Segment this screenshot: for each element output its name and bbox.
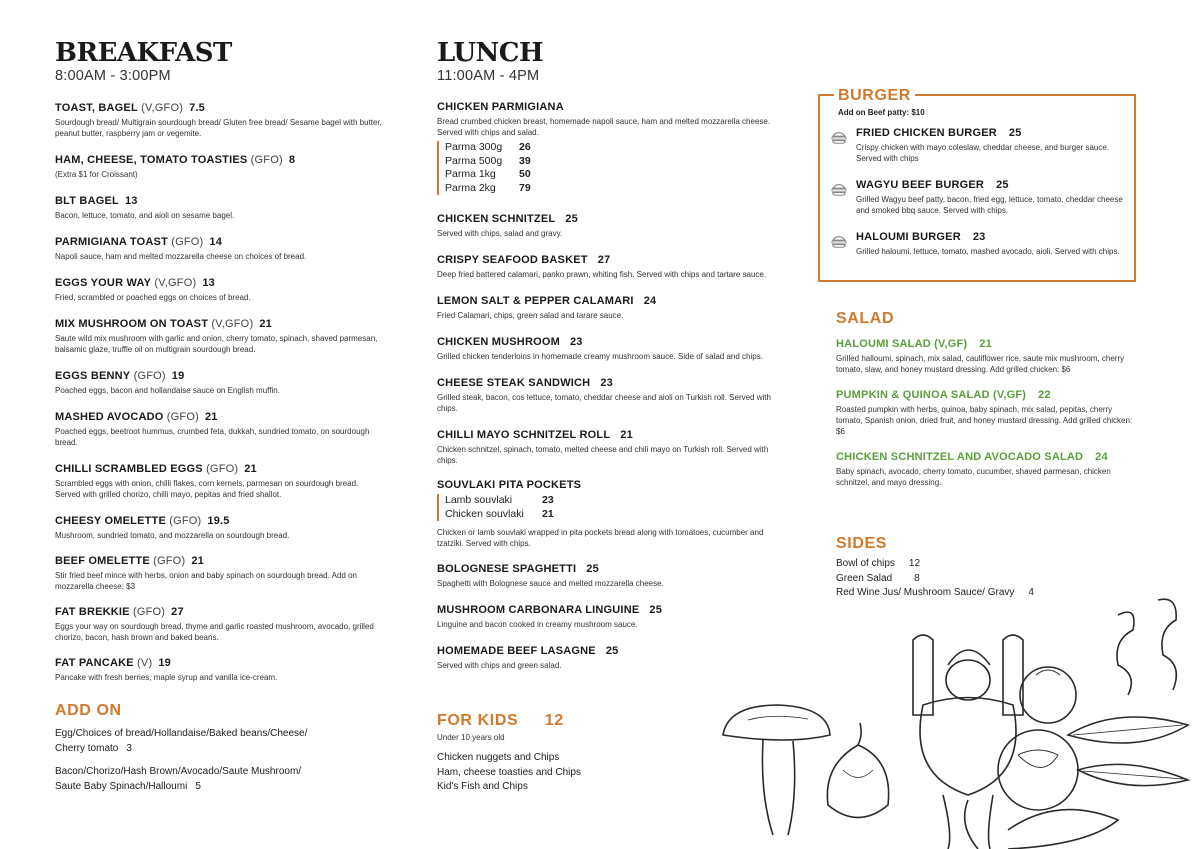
item-name: FRIED CHICKEN BURGER <box>856 127 997 139</box>
item-price: 24 <box>1095 451 1108 463</box>
sides-items <box>836 557 1136 601</box>
size-name: Parma 1kg <box>445 168 496 180</box>
size-price: 26 <box>519 141 531 153</box>
item-price: 21 <box>204 411 218 423</box>
item-price: 19.5 <box>207 515 230 527</box>
item-desc: Grilled chicken tenderloins in homemade creamy mushroom sauce. Side of salad and chips. <box>437 352 763 361</box>
item-tags: (GFO) <box>202 463 239 475</box>
item-name: FAT PANCAKE <box>55 657 134 669</box>
item-price: 7.5 <box>189 102 205 114</box>
item-desc: Crispy chicken with mayo coleslaw, cheddar cheese, and burger sauce. Served with chips <box>856 143 1110 163</box>
item-desc: (Extra $1 for Croissant) <box>55 170 138 179</box>
burger-icon <box>830 233 848 249</box>
menu-item <box>55 554 385 592</box>
item-desc: Fried, scrambled or poached eggs on choices of bread. <box>55 293 251 302</box>
addon-price: 3 <box>126 742 132 754</box>
item-name: CRISPY SEAFOOD BASKET <box>437 254 588 266</box>
item-title <box>55 235 385 249</box>
item-title <box>55 194 385 208</box>
burger-icon <box>830 129 848 145</box>
item-title <box>836 388 1136 402</box>
item-title <box>836 337 1136 351</box>
size-price: 39 <box>519 154 531 167</box>
menu-item <box>437 428 777 466</box>
item-desc: Poached eggs, bacon and hollandaise sauce on English muffin. <box>55 386 280 395</box>
item-desc: Sourdough bread/ Multigrain sourdough bread/ Gluten free bread/ Sesame bagel with butter, peanut butter, raspberry jam or vegemite. <box>55 118 382 138</box>
item-name: BLT BAGEL <box>55 195 119 207</box>
addon-group <box>55 765 385 794</box>
item-name: BOLOGNESE SPAGHETTI <box>437 563 577 575</box>
addon-line-text: Saute Baby Spinach/Halloumi <box>55 780 188 792</box>
item-price: 27 <box>597 254 611 266</box>
menu-item <box>55 101 385 139</box>
size-name: Parma 2kg <box>445 181 496 194</box>
item-desc: Chicken schnitzel, spinach, tomato, melted cheese and chili mayo on Turkish roll. Served with chips. <box>437 445 769 465</box>
item-price: 25 <box>1008 127 1022 139</box>
item-name: MASHED AVOCADO <box>55 411 164 423</box>
item-name: CHEESE STEAK SANDWICH <box>437 377 591 389</box>
item-name: PUMPKIN & QUINOA SALAD (V,GF) <box>836 389 1027 401</box>
item-tags: (GFO) <box>165 515 202 527</box>
parma-size-row <box>445 168 777 182</box>
item-price: 25 <box>996 179 1009 191</box>
salad-section <box>836 310 1136 488</box>
lunch-section <box>437 38 777 671</box>
burger-text <box>856 178 1132 216</box>
side-price: 8 <box>914 572 920 584</box>
item-title <box>55 317 385 331</box>
side-price: 4 <box>1028 587 1034 598</box>
salad-title: SALAD <box>836 310 895 327</box>
addon-title: ADD ON <box>55 702 122 719</box>
option-name: Chicken souvlaki <box>445 507 524 520</box>
item-tags: (GFO) <box>247 154 283 166</box>
item-price: 21 <box>620 429 633 441</box>
menu-item-haloumi-burger <box>836 230 1132 257</box>
menu-item <box>437 335 777 362</box>
addon-line-text: Cherry tomato <box>55 742 119 754</box>
menu-item <box>55 410 385 448</box>
item-title <box>437 335 777 349</box>
item-price: 13 <box>202 277 215 289</box>
item-title <box>55 410 385 424</box>
item-desc: Saute wild mix mushroom with garlic and onion, cherry tomato, spinach, shaved parmesan, balsamic glaze, truffle oil on multigrain sourdough bread. <box>55 334 378 354</box>
item-title <box>856 178 1132 192</box>
kids-header <box>437 712 737 730</box>
menu-item <box>836 337 1136 375</box>
item-name: CHILLI MAYO SCHNITZEL ROLL <box>437 429 611 441</box>
kids-note: Under 10 years old <box>437 733 505 742</box>
item-desc: Roasted pumpkin with herbs, quinoa, baby spinach, mix salad, pepitas, cherry tomato, Spanish onion, dried fruit, and honey mustard dressing. Add grilled chicken: $6 <box>836 405 1133 436</box>
item-price: 21 <box>244 463 257 475</box>
item-name: TOAST, BAGEL <box>55 102 138 114</box>
item-title <box>437 428 777 442</box>
item-title <box>437 212 777 226</box>
item-title: CHICKEN PARMIGIANA <box>437 101 564 113</box>
item-desc: Chicken or lamb souvlaki wrapped in pita pockets bread along with tomatoes, cucumber and tzatziki. Served with chips. <box>437 528 764 548</box>
item-title <box>55 101 385 115</box>
item-desc: Grilled Wagyu beef patty, bacon, fried egg, lettuce, tomato, cheddar cheese and smoked bbq sauce. Served with chips. <box>856 195 1123 215</box>
item-name: MIX MUSHROOM ON TOAST <box>55 318 209 330</box>
item-name: EGGS YOUR WAY <box>55 277 152 289</box>
lunch-hours: 11:00AM - 4PM <box>437 68 540 84</box>
burger-icon <box>830 181 848 197</box>
item-name: WAGYU BEEF BURGER <box>856 179 985 191</box>
kids-items <box>437 751 737 795</box>
kids-item: Chicken nuggets and Chips <box>437 752 560 763</box>
item-desc: Mushroom, sundried tomato, and mozzarella on sourdough bread. <box>55 531 290 540</box>
item-title <box>437 294 777 308</box>
menu-item <box>437 294 777 321</box>
item-title: SOUVLAKI PITA POCKETS <box>437 479 582 491</box>
salad-items <box>836 337 1136 488</box>
item-desc: Poached eggs, beetroot hummus, crumbed feta, dukkah, sundried tomato, on sourdough bread. <box>55 427 370 447</box>
item-desc: Deep fried battered calamari, panko prawn, whiting fish. Served with chips and tartare sauce. <box>437 270 767 279</box>
item-name: LEMON SALT & PEPPER CALAMARI <box>437 295 634 307</box>
item-price: 27 <box>171 606 184 618</box>
souvlaki-option-list <box>437 494 777 521</box>
size-price: 79 <box>519 181 531 194</box>
menu-item <box>55 235 385 262</box>
item-price: 25 <box>586 563 599 575</box>
menu-item <box>55 656 385 683</box>
addon-line: Bacon/Chorizo/Hash Brown/Avocado/Saute Mushroom/ <box>55 766 302 777</box>
item-tags: (GFO) <box>163 411 199 423</box>
menu-item-fried-chicken-burger <box>836 126 1132 164</box>
item-name: HALOUMI BURGER <box>856 231 961 243</box>
item-name: CHICKEN SCHNITZEL AND AVOCADO SALAD <box>836 451 1084 463</box>
item-name: BEEF OMELETTE <box>55 555 150 567</box>
item-desc: Grilled halloumi, spinach, mix salad, cauliflower rice, saute mix mushroom, cherry tomato, slaw, and honey mustard dressing. Add grilled chicken: $6 <box>836 354 1125 374</box>
item-tags: (GFO) <box>149 555 186 567</box>
item-desc: Scrambled eggs with onion, chilli flakes, corn kernels, parmesan on sourdough bread. Served with grilled chorizo, chilli mayo, pepitas and fried shallot. <box>55 479 359 499</box>
item-price: 19 <box>171 370 185 382</box>
item-price: 25 <box>649 604 663 616</box>
item-name: EGGS BENNY <box>55 370 131 382</box>
lunch-title: LUNCH <box>437 38 544 68</box>
souvlaki-option-row <box>445 494 777 508</box>
burger-title: BURGER <box>834 87 915 105</box>
menu-item <box>836 388 1136 437</box>
item-title <box>55 369 385 383</box>
kids-price: 12 <box>544 712 564 729</box>
item-desc: Served with chips, salad and gravy. <box>437 229 563 238</box>
item-title <box>55 605 385 619</box>
size-name: Parma 500g <box>445 154 503 167</box>
item-name: CHILLI SCRAMBLED EGGS <box>55 463 203 475</box>
menu-item <box>55 605 385 643</box>
item-price: 23 <box>972 231 986 243</box>
item-price: 21 <box>259 318 272 330</box>
sides-section <box>836 535 1136 601</box>
menu-item <box>55 317 385 355</box>
item-desc: Grilled haloumi, lettuce, tomato, mashed avocado, aioli. Served with chips. <box>856 247 1120 256</box>
menu-item <box>55 276 385 303</box>
item-price: 25 <box>565 213 578 225</box>
item-name: CHICKEN MUSHROOM <box>437 336 560 348</box>
item-title <box>437 562 777 576</box>
addon-line <box>55 780 385 795</box>
menu-item <box>437 253 777 280</box>
menu-item <box>437 562 777 589</box>
side-name: Green Salad <box>836 572 893 584</box>
kids-section <box>437 712 737 795</box>
item-price: 14 <box>209 236 223 248</box>
item-tags: (V) <box>133 657 153 669</box>
menu-item <box>55 153 385 180</box>
menu-item <box>437 212 777 239</box>
food-sketch-illustration <box>718 595 1198 849</box>
burger-addon: Add on Beef patty: $10 <box>838 108 925 117</box>
item-name: FAT BREKKIE <box>55 606 130 618</box>
item-name: PARMIGIANA TOAST <box>55 236 168 248</box>
item-name: MUSHROOM CARBONARA LINGUINE <box>437 604 640 616</box>
item-tags: (GFO) <box>130 370 166 382</box>
item-desc: Linguine and bacon cooked in creamy mushroom sauce. <box>437 620 638 629</box>
item-title <box>55 276 385 290</box>
option-price: 21 <box>542 507 554 520</box>
item-title <box>55 656 385 670</box>
item-price: 23 <box>600 377 613 389</box>
souvlaki-option-row <box>445 508 777 522</box>
item-desc: Eggs your way on sourdough bread, thyme and garlic roasted mushroom, avocado, grilled chorizo, bacon, hash brown and baked beans. <box>55 622 374 642</box>
parma-size-row <box>445 141 777 155</box>
addon-section <box>55 702 385 794</box>
item-title <box>856 126 1132 140</box>
parma-size-row <box>445 182 777 196</box>
kids-item: Kid's Fish and Chips <box>437 781 528 792</box>
menu-item <box>437 376 777 414</box>
menu-item <box>55 514 385 541</box>
item-title <box>437 376 777 390</box>
item-price: 21 <box>191 555 204 567</box>
menu-item <box>836 450 1136 488</box>
lunch-items <box>437 212 777 466</box>
menu-item <box>55 462 385 500</box>
addon-group <box>55 727 385 756</box>
item-price: 8 <box>288 154 296 166</box>
breakfast-section <box>55 38 385 683</box>
item-desc: Stir fried beef mince with herbs, onion and baby spinach on sourdough bread. Add on mozzarella cheese: $3 <box>55 571 357 591</box>
item-price: 25 <box>605 645 619 657</box>
addon-line <box>55 742 385 757</box>
burger-section <box>818 87 1136 282</box>
item-tags: (GFO) <box>168 236 204 248</box>
breakfast-items <box>55 101 385 683</box>
item-tags: (V,GFO) <box>208 318 254 330</box>
item-desc: Napoli sauce, ham and melted mozzarella cheese on choices of bread. <box>55 252 307 261</box>
sides-title: SIDES <box>836 535 888 552</box>
item-title <box>55 554 385 568</box>
option-name: Lamb souvlaki <box>445 494 513 506</box>
item-tags: (V,GFO) <box>151 277 197 289</box>
item-title <box>55 153 385 167</box>
item-desc: Bacon, lettuce, tomato, and aioli on sesame bagel. <box>55 211 235 220</box>
item-title <box>55 514 385 528</box>
side-price: 12 <box>908 558 921 569</box>
item-price: 22 <box>1038 389 1051 401</box>
size-name: Parma 300g <box>445 141 503 153</box>
parma-size-list <box>437 141 777 195</box>
menu-item-parmigiana <box>437 100 777 195</box>
item-name: CHICKEN SCHNITZEL <box>437 213 556 225</box>
addon-line: Egg/Choices of bread/Hollandaise/Baked beans/Cheese/ <box>55 728 308 739</box>
item-title <box>836 450 1136 464</box>
option-price: 23 <box>542 494 554 506</box>
item-desc: Bread crumbed chicken breast, homemade napoli sauce, ham and melted mozzarella cheese. Served with chips and salad. <box>437 117 771 137</box>
side-item <box>836 557 1136 572</box>
side-name: Red Wine Jus/ Mushroom Sauce/ Gravy <box>836 587 1015 598</box>
item-name: HOMEMADE BEEF LASAGNE <box>437 645 596 657</box>
menu-item-souvlaki <box>437 478 777 549</box>
menu-item <box>55 369 385 396</box>
item-title <box>437 253 777 267</box>
item-name: HALOUMI SALAD (V,GF) <box>836 338 968 350</box>
item-tags: (GFO) <box>129 606 166 618</box>
menu-item-wagyu-beef-burger <box>836 178 1132 216</box>
item-desc: Fried Calamari, chips, green salad and tarare sauce. <box>437 311 624 320</box>
item-tags: (V,GFO) <box>137 102 184 114</box>
kids-title: FOR KIDS <box>437 712 519 729</box>
parma-size-row <box>445 155 777 169</box>
item-price: 13 <box>124 195 138 207</box>
item-price: 19 <box>158 657 171 669</box>
size-price: 50 <box>519 168 531 180</box>
item-desc: Served with chips and green salad. <box>437 661 562 670</box>
burger-text <box>856 126 1132 164</box>
item-name: CHEESY OMELETTE <box>55 515 166 527</box>
item-desc: Spaghetti with Bolognese sauce and melted mozzarella cheese. <box>437 579 664 588</box>
breakfast-hours: 8:00AM - 3:00PM <box>55 68 171 84</box>
burger-text <box>856 230 1132 257</box>
side-name: Bowl of chips <box>836 558 895 569</box>
item-desc: Grilled steak, bacon, cos lettuce, tomato, cheddar cheese and aioli on Turkish roll. Served with chips. <box>437 393 771 413</box>
mushroom-icon <box>723 705 830 740</box>
menu-item <box>55 194 385 221</box>
side-item <box>836 572 1136 587</box>
item-price: 21 <box>979 338 992 350</box>
addon-price: 5 <box>195 780 201 792</box>
item-desc: Pancake with fresh berries, maple syrup and vanilla ice-cream. <box>55 673 278 682</box>
breakfast-title: BREAKFAST <box>55 38 232 68</box>
item-price: 24 <box>643 295 657 307</box>
item-desc: Baby spinach, avocado, cherry tomato, cucumber, shaved parmesan, chicken schnitzel, and mayo dressing. <box>836 467 1111 487</box>
item-price: 23 <box>569 336 583 348</box>
kids-item: Ham, cheese toasties and Chips <box>437 766 581 778</box>
item-title <box>55 462 385 476</box>
item-name: HAM, CHEESE, TOMATO TOASTIES <box>55 154 248 166</box>
item-title <box>856 230 1132 244</box>
